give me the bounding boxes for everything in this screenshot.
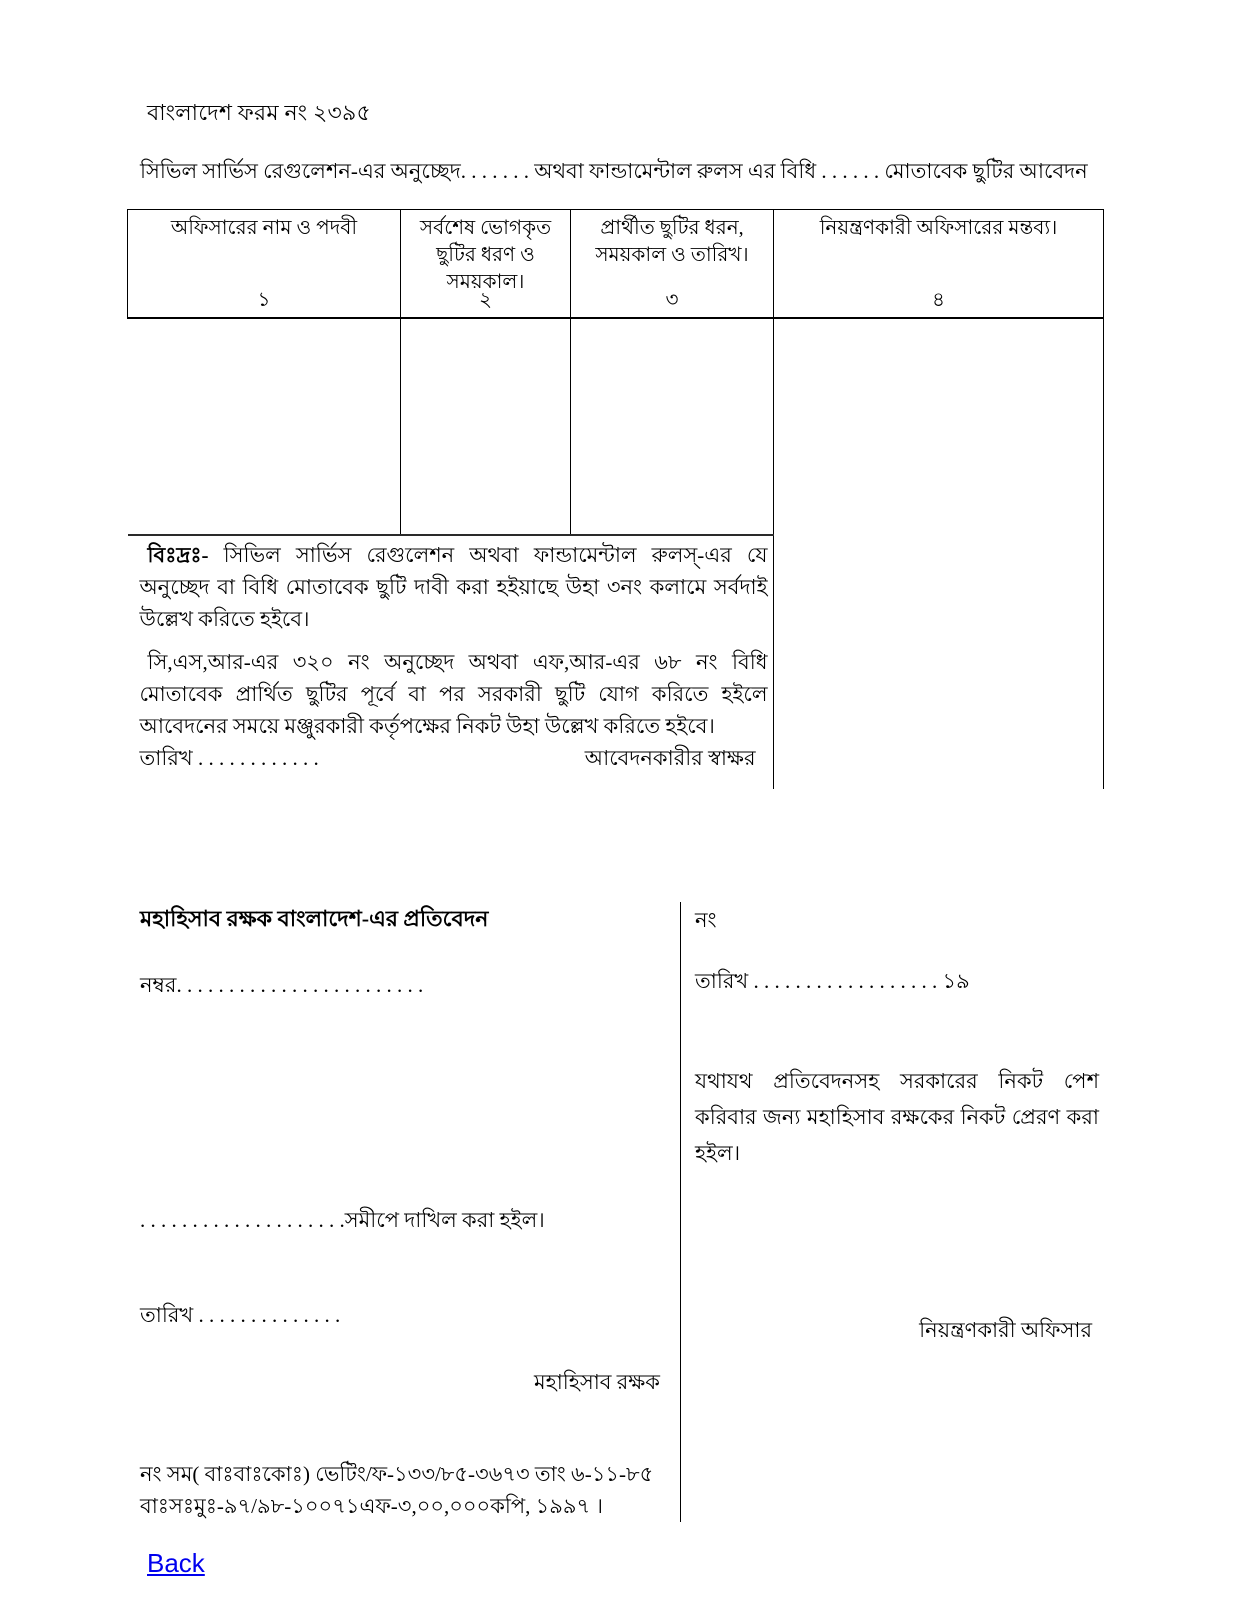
notes-cell [128, 535, 774, 790]
report-left-column [140, 902, 680, 1522]
date-fill-line: তারিখ . . . . . . . . . . . . [139, 746, 319, 771]
cell-last-leave [401, 318, 571, 535]
note-1 [140, 539, 768, 635]
forwarding-paragraph: যথাযথ প্রতিবেদনসহ সরকারের নিকট পেশ করিবার জন্য মহাহিসাব রক্ষকের নিকট প্রেরণ করা হইল। [695, 1069, 1099, 1165]
report-heading: মহাহিসাব রক্ষক বাংলাদেশ-এর প্রতিবেদন [140, 906, 489, 932]
accountant-general-report-section [140, 902, 1102, 1522]
accountant-general-signature-label: মহাহিসাব রক্ষক [534, 1370, 660, 1395]
date-signature-row [140, 742, 756, 777]
report-right-column [680, 902, 1102, 1522]
print-reference-line-2: বাঃসঃমুঃ-৯৭/৯৮-১০০৭১এফ-৩,০০,০০০কপি, ১৯৯৭ । [140, 1493, 603, 1518]
controlling-officer-signature-label: নিয়ন্ত্রণকারী অফিসার [919, 1318, 1092, 1343]
report-number-line: নম্বর. . . . . . . . . . . . . . . . . . . . . . . . [140, 973, 424, 998]
number-label: নং [695, 908, 717, 933]
form-subtitle: সিভিল সার্ভিস রেগুলেশন-এর অনুচ্ছেদ. . . . . . . অথবা ফান্ডামেন্টাল রুলস এর বিধি . . . . . . মোতাবেক ছুটির আবেদন [140, 159, 1088, 183]
column-number: ২ [478, 288, 492, 311]
column-header-controlling-officer-remarks [774, 210, 1104, 318]
column-header-requested-leave [571, 210, 774, 318]
column-header-last-leave [401, 210, 571, 318]
form-number-line: বাংলাদেশ ফরম নং ২৩৯৫ [147, 100, 371, 125]
column-label: প্রার্থীত ছুটির ধরন, সময়কাল ও তারিখ। [595, 217, 749, 266]
column-label: নিয়ন্ত্রণকারী অফিসারের মন্তব্য। [819, 217, 1058, 239]
note-1-text: সিভিল সার্ভিস রেগুলেশন অথবা ফান্ডামেন্টাল রুলস্-এর যে অনুচ্ছেদ বা বিধি মোতাবেক ছুটি দাবী করা হইয়াছে উহা ৩নং কলামে সর্বদাই উল্লেখ করিতে হইবে। [139, 542, 768, 631]
table-header-row [128, 210, 1104, 318]
cell-officer-name [128, 318, 401, 535]
note-2: সি,এস,আর-এর ৩২০ নং অনুচ্ছেদ অথবা এফ,আর-এর ৬৮ নং বিধি মোতাবেক প্রার্থিত ছুটির পূর্বে বা পর সরকারী ছুটি যোগ করিতে হইলে আবেদনের সময়ে মঞ্জুরকারী কর্তৃপক্ষের নিকট উহা উল্লেখ করিতে হইবে। [139, 649, 768, 739]
column-header-officer-name [128, 210, 401, 318]
note-1-label: বিঃদ্রঃ- [147, 542, 209, 567]
cell-requested-leave [571, 318, 774, 535]
report-date-line: তারিখ . . . . . . . . . . . . . . [140, 1303, 341, 1328]
print-reference [140, 1459, 660, 1522]
column-label: সর্বশেষ ভোগকৃত ছুটির ধরণ ও সময়কাল। [419, 217, 552, 293]
column-label: অফিসারের নাম ও পদবী [170, 217, 358, 239]
right-date-line: তারিখ . . . . . . . . . . . . . . . . . . ১৯ [695, 969, 970, 994]
submitted-to-line: . . . . . . . . . . . . . . . . . . . .সমীপে দাখিল করা হইল। [140, 1208, 545, 1233]
print-reference-line-1: নং সম( বাঃবাঃকোঃ) ভেটিং/ফ-১৩৩/৮৫-৩৬৭৩ তাং ৬-১১-৮৫ [140, 1462, 654, 1487]
cell-controlling-officer-remarks [774, 318, 1104, 790]
table-body-row [128, 318, 1104, 535]
back-link[interactable]: Back [147, 1548, 205, 1579]
applicant-signature-label: আবেদনকারীর স্বাক্ষর [584, 746, 756, 771]
column-number: ৩ [665, 288, 679, 311]
column-number: ১ [257, 288, 271, 311]
column-number: ৪ [932, 288, 945, 311]
leave-application-table [127, 209, 1104, 789]
